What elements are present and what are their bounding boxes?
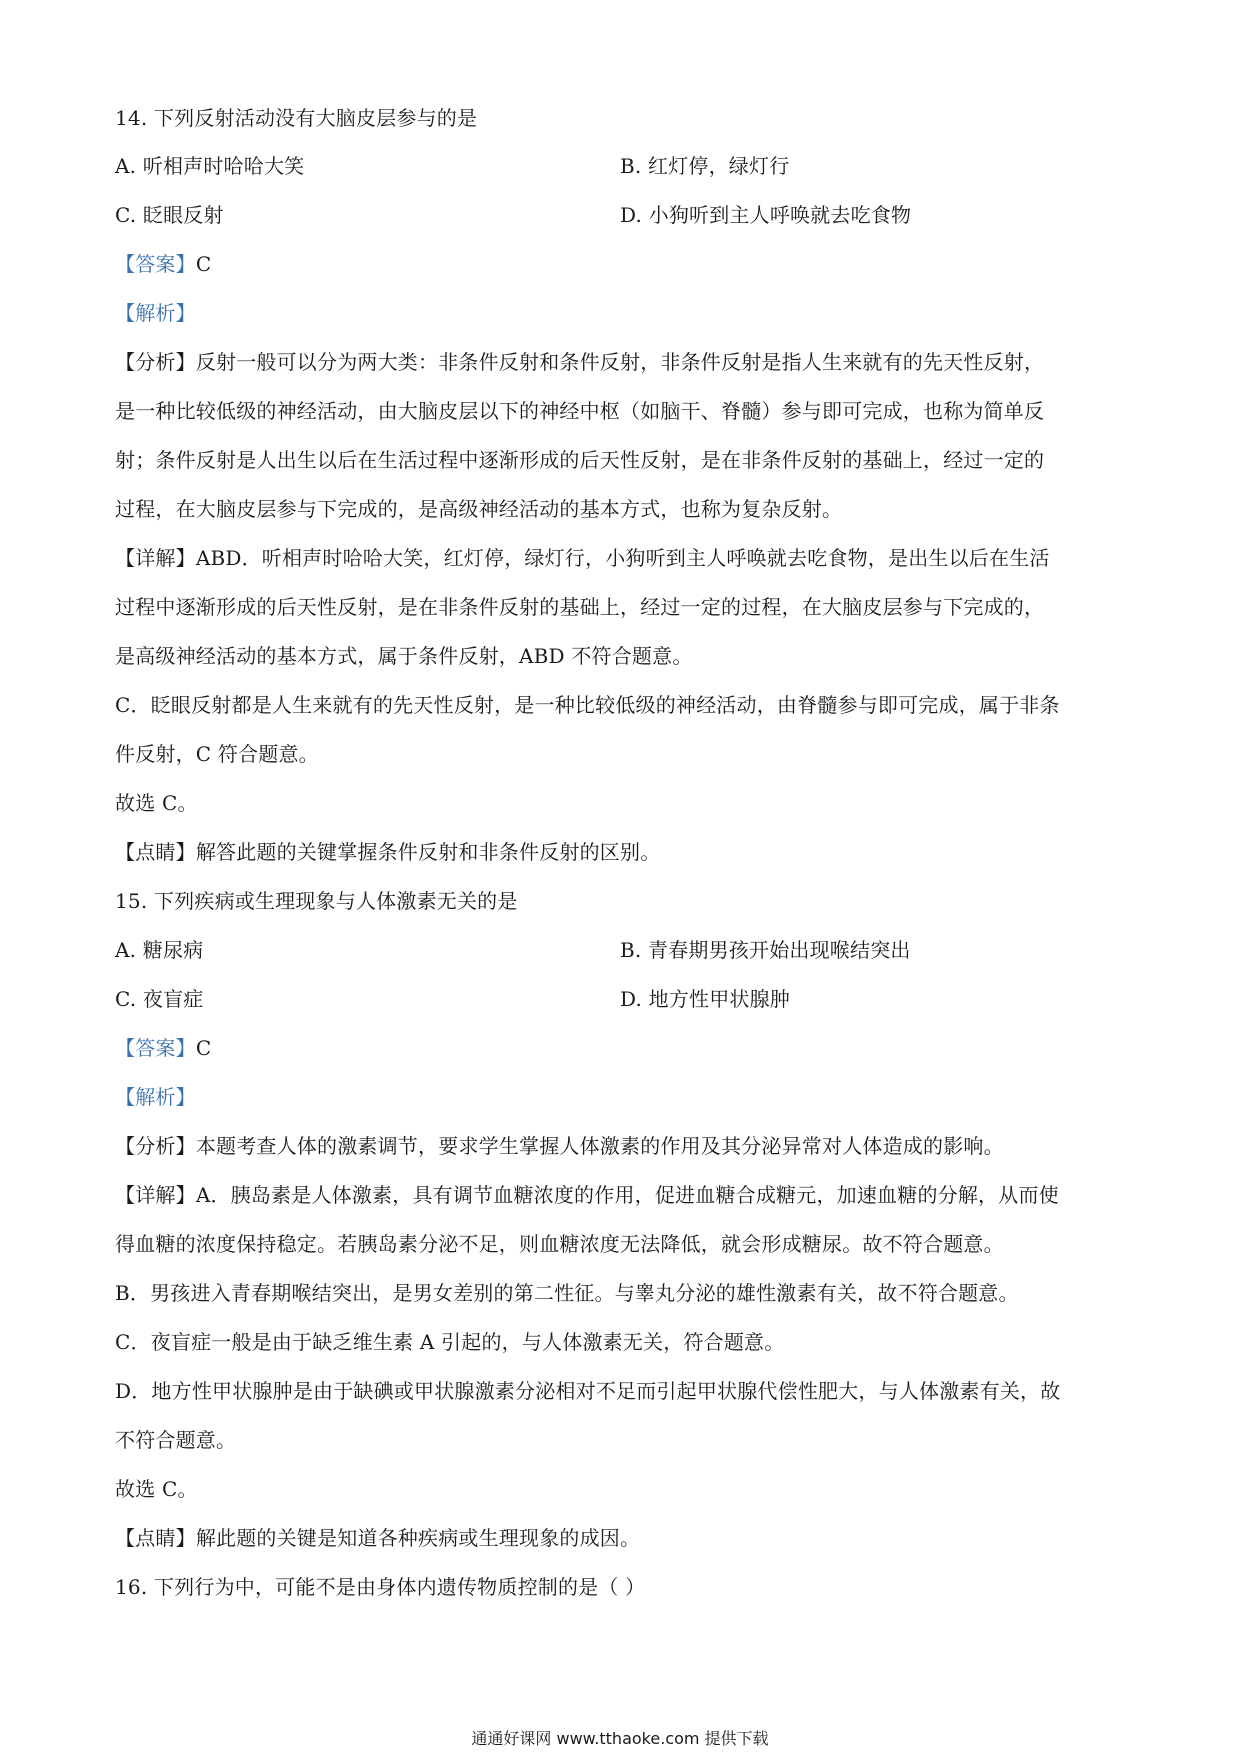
q15-stem: 15. 下列疾病或生理现象与人体激素无关的是 — [115, 889, 518, 913]
q15-answer-value: C — [195, 1036, 212, 1060]
q15-xiangjie-line-3: B．男孩进入青春期喉结突出，是男女差别的第二性征。与睾丸分泌的雄性激素有关，故不符合题意。 — [115, 1281, 1019, 1305]
q15-xiangjie-line-6: 不符合题意。 — [115, 1428, 237, 1452]
q14-fenxi-line-4: 过程，在大脑皮层参与下完成的，是高级神经活动的基本方式，也称为复杂反射。 — [115, 497, 843, 521]
q14-option-c: C. 眨眼反射 — [115, 203, 224, 227]
q14-dianjing: 【点睛】解答此题的关键掌握条件反射和非条件反射的区别。 — [115, 840, 661, 864]
q14-xiangjie-line-4: C．眨眼反射都是人生来就有的先天性反射，是一种比较低级的神经活动，由脊髓参与即可完成，属于非条 — [115, 693, 1060, 717]
q15-conclusion: 故选 C。 — [115, 1477, 198, 1501]
q14-xiangjie-line-1: 【详解】ABD．听相声时哈哈大笑，红灯停，绿灯行，小狗听到主人呼唤就去吃食物，是出生以后在生活 — [115, 546, 1050, 570]
q14-stem: 14. 下列反射活动没有大脑皮层参与的是 — [115, 106, 478, 130]
q14-fenxi-line-1: 【分析】反射一般可以分为两大类：非条件反射和条件反射，非条件反射是指人生来就有的先天性反射， — [115, 350, 1045, 374]
q14-xiangjie-line-3: 是高级神经活动的基本方式，属于条件反射，ABD 不符合题意。 — [115, 644, 693, 668]
q15-option-a: A. 糖尿病 — [115, 938, 204, 962]
q14-dianjing-tag: 【点睛】 — [115, 840, 196, 864]
q14-answer-value: C — [195, 252, 212, 276]
q14-xiangjie-line-2: 过程中逐渐形成的后天性反射，是在非条件反射的基础上，经过一定的过程，在大脑皮层参与下完成的， — [115, 595, 1045, 619]
q16-stem: 16. 下列行为中，可能不是由身体内遗传物质控制的是（ ） — [115, 1575, 646, 1599]
q14-conclusion: 故选 C。 — [115, 791, 198, 815]
q15-answer — [115, 1034, 211, 1062]
q14-answer — [115, 250, 211, 278]
q14-option-a: A. 听相声时哈哈大笑 — [115, 154, 305, 178]
q15-xiangjie-tag: 【详解】 — [115, 1183, 196, 1207]
q14-xiangjie-tag: 【详解】 — [115, 546, 196, 570]
q14-fenxi-line-3: 射；条件反射是人出生以后在生活过程中逐渐形成的后天性反射，是在非条件反射的基础上，经过一定的 — [115, 448, 1045, 472]
q14-fenxi-tag: 【分析】 — [115, 350, 196, 374]
q15-option-c: C. 夜盲症 — [115, 987, 204, 1011]
q15-analysis-tag: 【解析】 — [115, 1085, 196, 1109]
q15-answer-tag: 【答案】 — [115, 1036, 196, 1060]
q15-fenxi: 【分析】本题考查人体的激素调节，要求学生掌握人体激素的作用及其分泌异常对人体造成的影响。 — [115, 1134, 1004, 1158]
q15-xiangjie-line-4: C．夜盲症一般是由于缺乏维生素 A 引起的，与人体激素无关，符合题意。 — [115, 1330, 785, 1354]
q15-dianjing: 【点睛】解此题的关键是知道各种疾病或生理现象的成因。 — [115, 1526, 641, 1550]
q14-answer-tag: 【答案】 — [115, 252, 196, 276]
q15-fenxi-tag: 【分析】 — [115, 1134, 196, 1158]
q15-xiangjie-line-2: 得血糖的浓度保持稳定。若胰岛素分泌不足，则血糖浓度无法降低，就会形成糖尿。故不符合题意。 — [115, 1232, 1004, 1256]
q14-analysis-tag: 【解析】 — [115, 301, 196, 325]
q15-option-d: D. 地方性甲状腺肿 — [620, 987, 791, 1011]
q15-option-b: B. 青春期男孩开始出现喉结突出 — [620, 938, 911, 962]
q15-xiangjie-line-5: D．地方性甲状腺肿是由于缺碘或甲状腺激素分泌相对不足而引起甲状腺代偿性肥大，与人体激素有关，故 — [115, 1379, 1061, 1403]
q14-option-d: D. 小狗听到主人呼唤就去吃食物 — [620, 203, 912, 227]
q14-xiangjie-line-5: 件反射，C 符合题意。 — [115, 742, 319, 766]
q15-dianjing-tag: 【点睛】 — [115, 1526, 196, 1550]
page-footer: 通通好课网 www.tthaoke.com 提供下载 — [471, 1729, 769, 1748]
q14-option-b: B. 红灯停，绿灯行 — [620, 154, 790, 178]
q14-fenxi-line-2: 是一种比较低级的神经活动，由大脑皮层以下的神经中枢（如脑干、脊髓）参与即可完成，也称为简单反 — [115, 399, 1045, 423]
q15-xiangjie-line-1: 【详解】A．胰岛素是人体激素，具有调节血糖浓度的作用，促进血糖合成糖元，加速血糖的分解，从而使 — [115, 1183, 1059, 1207]
